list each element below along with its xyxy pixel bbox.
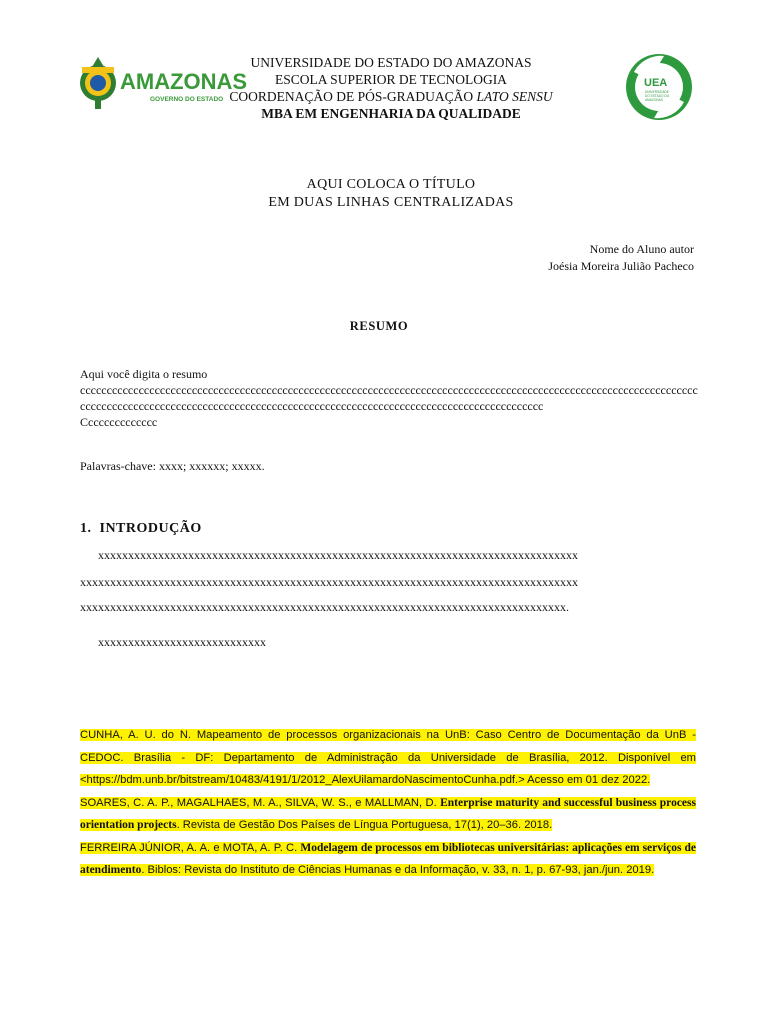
university-name: UNIVERSIDADE DO ESTADO DO AMAZONAS	[250, 55, 532, 70]
abstract-heading: RESUMO	[349, 319, 409, 333]
intro-line-2: xxxxxxxxxxxxxxxxxxxxxxxxxxxxxxxxxxxxxxxxxxxxxxxxxxxxxxxxxxxxxxxxxxxxxxxxxxxxxxxxxxx	[80, 575, 578, 589]
reference-1: CUNHA, A. U. do N. Mapeamento de processos organizacionais na UnB: Caso Centro de Documentação da UnB - CEDOC. Brasília - DF: Departamento de Administração da Universidade de Brasília, 2012. Disponível em <https://bdm.unb.br/bitstream/10483/4191/1/2012_AlexUilamardoNascimentoCunha.pdf.> Acesso em 01 dez 2022.	[80, 729, 696, 786]
abstract-body: Aqui você digita o resumo ccccccccccccccccccccccccccccccccccccccccccccccccccccccccccccccccccccccccccccccccccccccccccccccccccccccccccccccccccccccccccccccccccccccccccccccccccccccccccccccccccccccccccccccccccccccccccccccccccccccccccc Cccccccccccccc	[80, 367, 698, 429]
svg-text:DO ESTADO DO: DO ESTADO DO	[645, 94, 670, 98]
intro-line-3: xxxxxxxxxxxxxxxxxxxxxxxxxxxxxxxxxxxxxxxxxxxxxxxxxxxxxxxxxxxxxxxxxxxxxxxxxxxxxxxxx.	[80, 600, 569, 614]
svg-text:UEA: UEA	[644, 77, 668, 89]
svg-text:AMAZONAS: AMAZONAS	[120, 69, 248, 94]
school-name: ESCOLA SUPERIOR DE TECNOLOGIA	[275, 72, 507, 87]
keywords: Palavras-chave: xxxx; xxxxxx; xxxxx.	[80, 459, 265, 473]
program-name: MBA EM ENGENHARIA DA QUALIDADE	[261, 106, 521, 121]
reference-2: SOARES, C. A. P., MAGALHAES, M. A., SILVA, W. S., e MALLMAN, D. Enterprise maturity and successful business process orientation projects. Revista de Gestão Dos Países de Língua Portuguesa, 17(1), 20–36. 2018.	[80, 796, 696, 831]
svg-text:GOVERNO DO ESTADO: GOVERNO DO ESTADO	[150, 96, 224, 103]
references-list	[80, 724, 696, 882]
uea-logo	[624, 52, 694, 122]
institution-header	[200, 54, 582, 122]
author-1: Nome do Aluno autor	[589, 242, 694, 256]
reference-3: FERREIRA JÚNIOR, A. A. e MOTA, A. P. C. Modelagem de processos em bibliotecas universitárias: aplicações em serviços de atendimento. Biblos: Revista do Instituto de Ciências Humanas e da Informação, v. 33, n. 1, p. 67-93, jan./jun. 2019.	[80, 841, 696, 876]
coordination-name: COORDENAÇÃO DE PÓS-GRADUAÇÃO LATO SENSU	[229, 89, 553, 104]
authors-block	[548, 241, 694, 275]
intro-line-4: xxxxxxxxxxxxxxxxxxxxxxxxxxxx	[98, 635, 266, 649]
svg-text:UNIVERSIDADE: UNIVERSIDADE	[645, 90, 669, 94]
intro-line-1: xxxxxxxxxxxxxxxxxxxxxxxxxxxxxxxxxxxxxxxxxxxxxxxxxxxxxxxxxxxxxxxxxxxxxxxxxxxxxxxx	[98, 548, 578, 562]
document-title: AQUI COLOCA O TÍTULO EM DUAS LINHAS CENTRALIZADAS	[268, 177, 514, 210]
author-2: Joésia Moreira Julião Pacheco	[548, 259, 694, 273]
state-coat-of-arms-icon	[80, 57, 116, 109]
section-heading-introduction: 1. INTRODUÇÃO	[80, 521, 202, 536]
svg-text:AMAZONAS: AMAZONAS	[645, 98, 663, 102]
